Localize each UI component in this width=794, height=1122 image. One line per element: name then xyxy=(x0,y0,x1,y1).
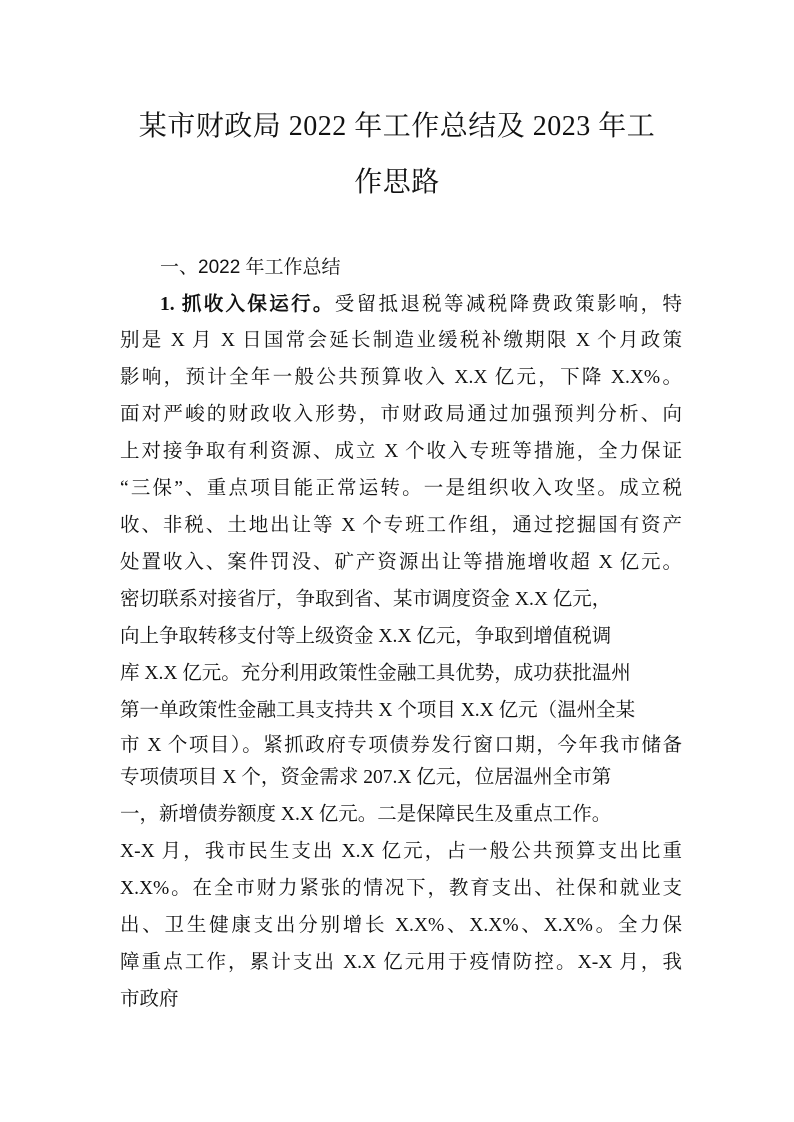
body-line xyxy=(120,801,682,829)
line-text: 处置收入、案件罚没、矿产资源出让等措施增收超 X 亿元。 xyxy=(120,552,682,573)
line-text: “三保”、重点项目能正常运转。一是组织收入攻坚。成立税 xyxy=(120,478,682,499)
line-text: 专项债项目 X 个，资金需求 207.X 亿元，位居温州全市第 xyxy=(120,767,612,788)
body-line xyxy=(120,912,682,940)
body-line xyxy=(120,512,682,540)
body-line xyxy=(120,986,682,1014)
body-line xyxy=(120,586,682,614)
line-text: 密切联系对接省厅，争取到省、某市调度资金 X.X 亿元， xyxy=(120,589,612,610)
line-text: 收、非税、土地出让等 X 个专班工作组，通过挖掘国有资产 xyxy=(120,515,682,536)
line-text: 受留抵退税等减税降费政策影响，特 xyxy=(334,294,682,315)
line-text: 障重点工作，累计支出 X.X 亿元用于疫情防控。X-X 月，我 xyxy=(120,952,682,973)
line-text: 影响，预计全年一般公共预算收入 X.X 亿元，下降 X.X%。 xyxy=(120,367,682,388)
body-line xyxy=(120,327,682,355)
body-line xyxy=(160,291,682,319)
line-text: 出、卫生健康支出分别增长 X.X%、X.X%、X.X%。全力保 xyxy=(120,915,682,936)
body-line xyxy=(120,364,682,392)
line-text: 库 X.X 亿元。充分利用政策性金融工具优势，成功获批温州 xyxy=(120,663,631,684)
line-text: 上对接争取有利资源、成立 X 个收入专班等措施，全力保证 xyxy=(120,441,682,462)
body-line xyxy=(120,697,682,725)
line-text: 面对严峻的财政收入形势，市财政局通过加强预判分析、向 xyxy=(120,404,682,425)
line-text: 向上争取转移支付等上级资金 X.X 亿元，争取到增值税调 xyxy=(120,626,612,647)
body-line xyxy=(120,949,682,977)
body-line xyxy=(120,438,682,466)
body-line xyxy=(120,764,682,792)
body-line xyxy=(120,732,682,760)
body-line xyxy=(120,475,682,503)
section-heading: 一、2022 年工作总结 xyxy=(160,257,341,278)
body-line xyxy=(120,838,682,866)
body-line xyxy=(120,875,682,903)
body-line xyxy=(120,549,682,577)
line-text: 市政府 xyxy=(120,989,179,1010)
paragraph-lead: 1. 抓收入保运行。 xyxy=(160,294,335,315)
line-text: 一，新增债券额度 X.X 亿元。二是保障民生及重点工作。 xyxy=(120,804,612,825)
document-title-line-2: 作思路 xyxy=(354,167,440,198)
line-text: 第一单政策性金融工具支持共 X 个项目 X.X 亿元（温州全某 xyxy=(120,700,636,721)
line-text: X.X%。在全市财力紧张的情况下，教育支出、社保和就业支 xyxy=(120,878,682,899)
line-text: 别是 X 月 X 日国常会延长制造业缓税补缴期限 X 个月政策 xyxy=(120,330,682,351)
line-text: X-X 月，我市民生支出 X.X 亿元，占一般公共预算支出比重 xyxy=(120,841,682,862)
document-title-line-1: 某市财政局 2022 年工作总结及 2023 年工 xyxy=(138,111,656,142)
body-line xyxy=(120,660,682,688)
body-line xyxy=(120,401,682,429)
line-text: 市 X 个项目）。紧抓政府专项债券发行窗口期，今年我市储备 xyxy=(120,735,682,756)
body-line xyxy=(120,623,682,651)
